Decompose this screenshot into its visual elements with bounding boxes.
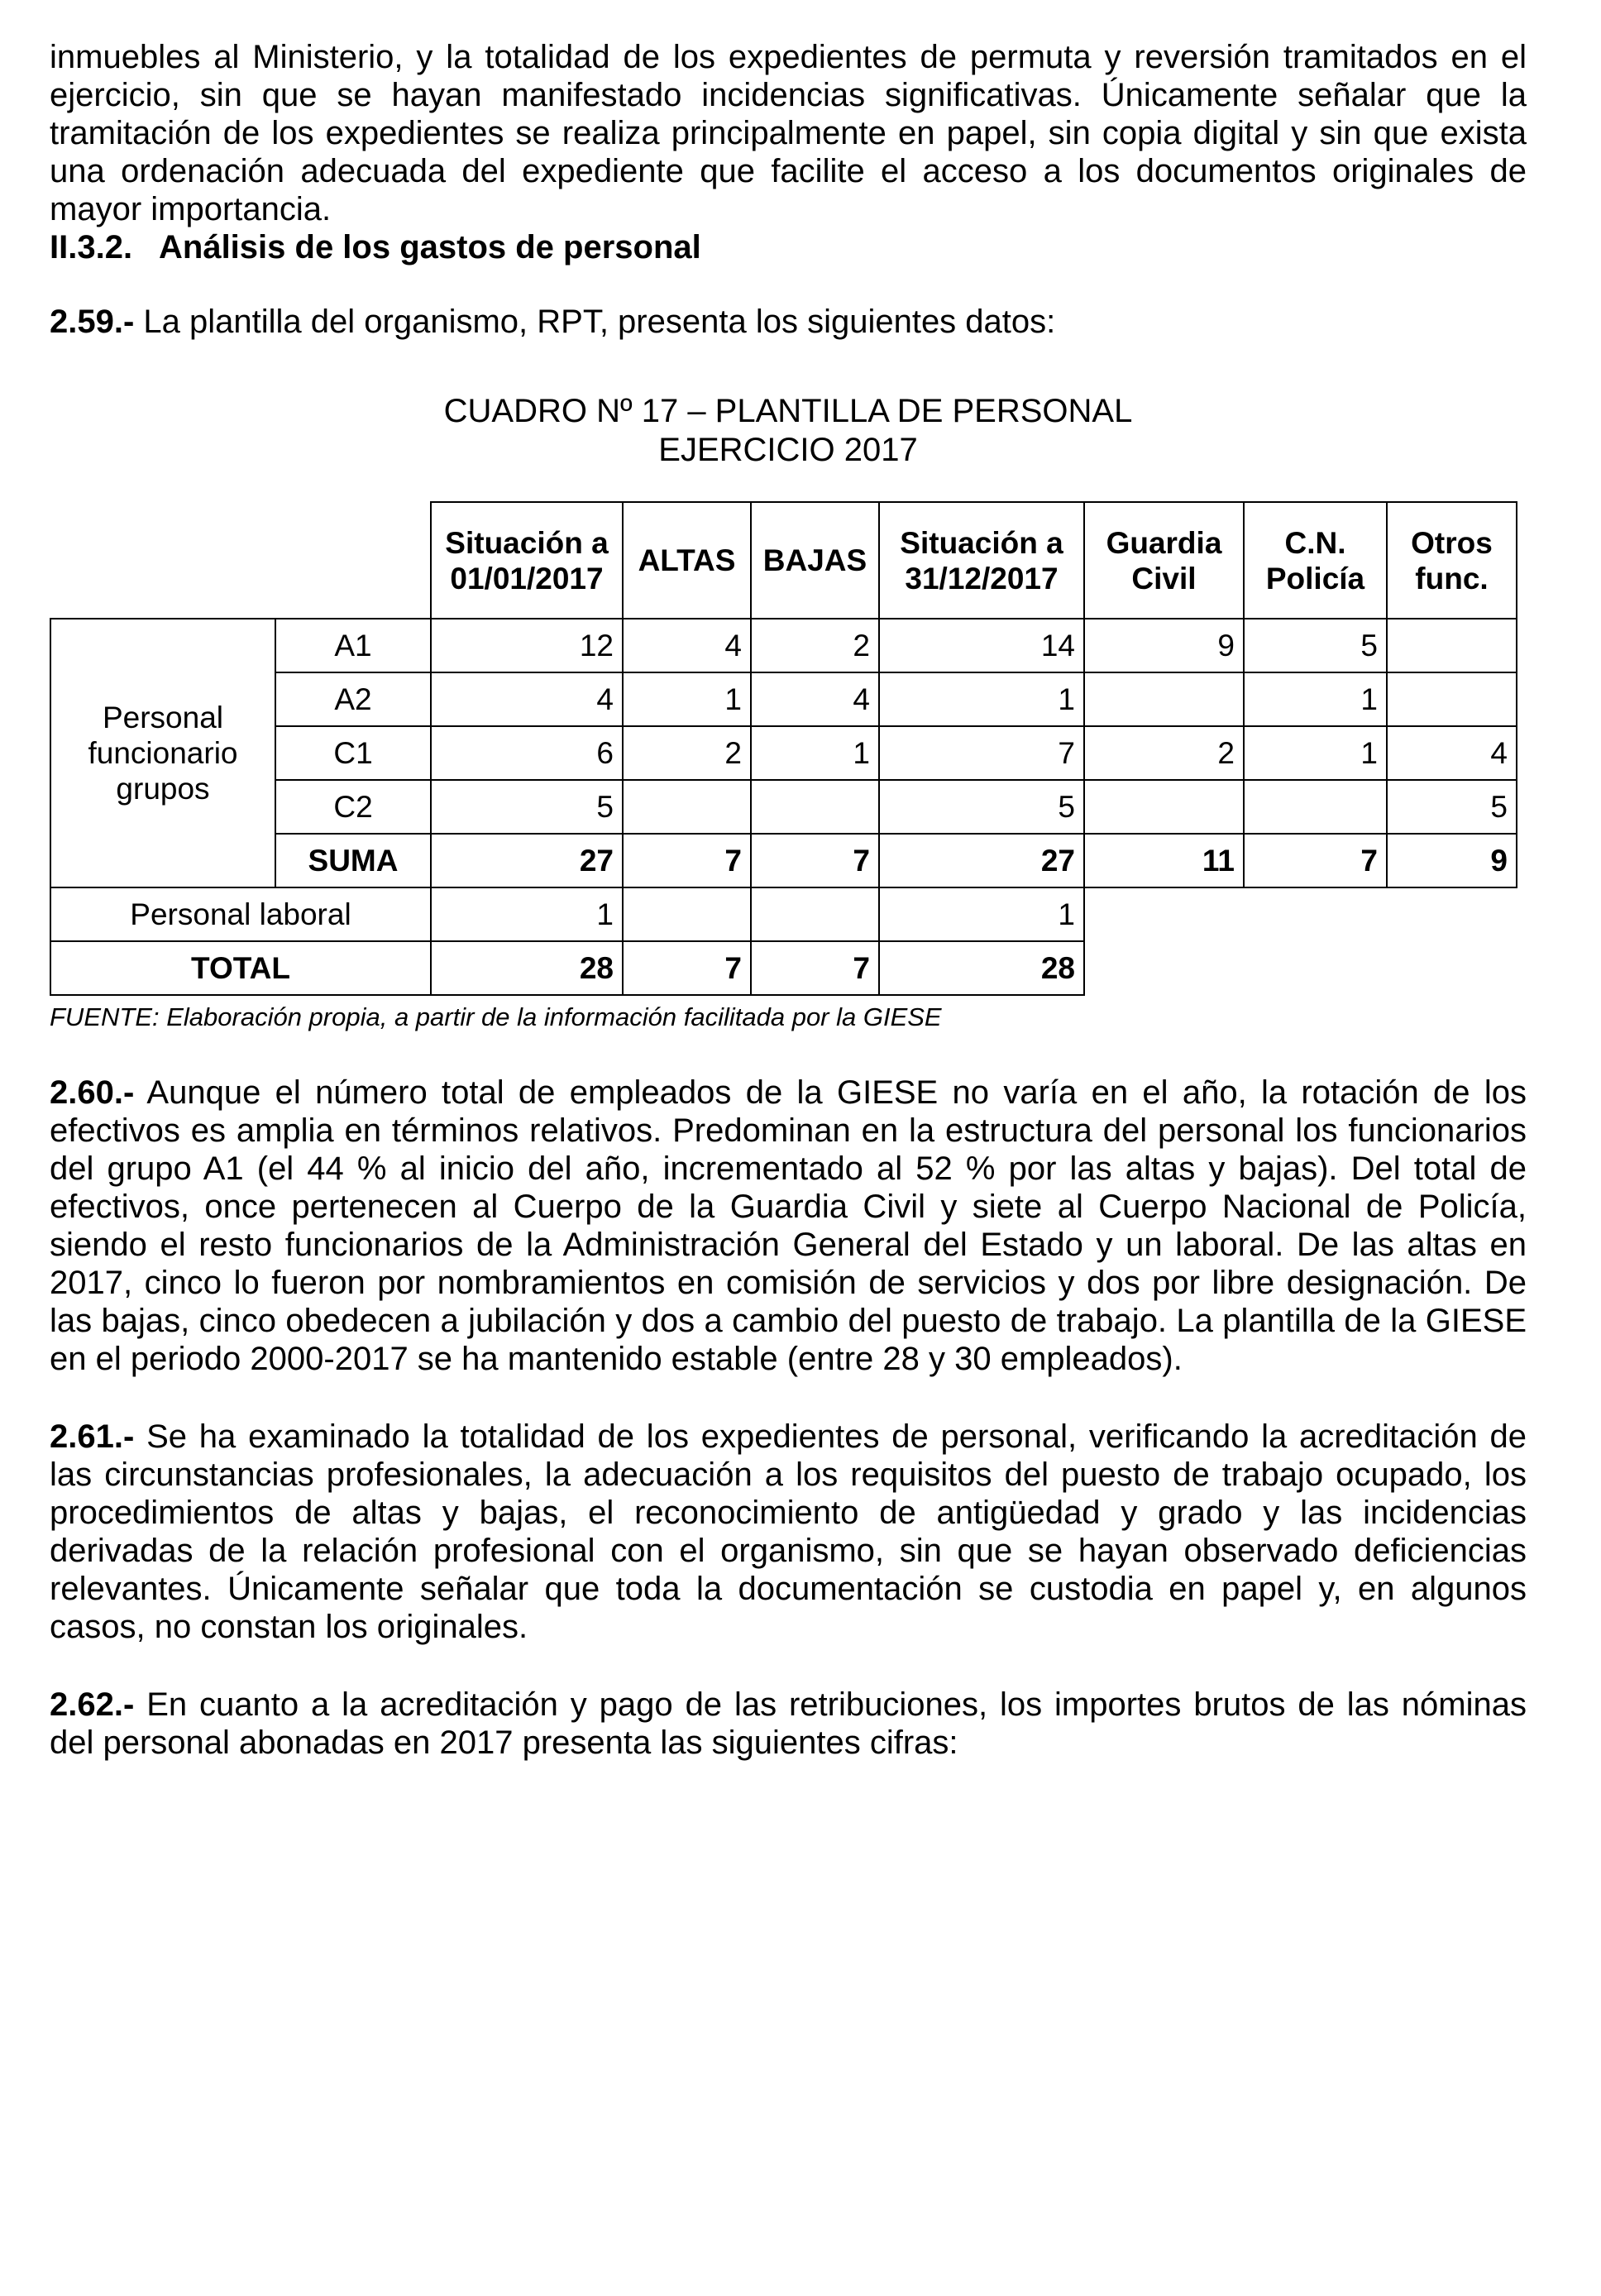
row-label: C1: [275, 726, 431, 780]
cell-otros-func: 4: [1387, 726, 1517, 780]
paragraph-2-62: [50, 1686, 1527, 1762]
staff-table: [50, 501, 1517, 996]
paragraph-text: En cuanto a la acreditación y pago de las retribuciones, los importes brutos de las nóminas del personal abonadas en 2017 presenta las siguientes cifras:: [50, 1686, 1527, 1761]
cell-altas: 2: [623, 726, 751, 780]
row-label: SUMA: [275, 834, 431, 887]
cell-situacion-final: 27: [879, 834, 1084, 887]
cell-guardia-civil: 9: [1084, 619, 1244, 672]
header-guardia-civil: Guardia Civil: [1084, 502, 1244, 619]
header-altas: ALTAS: [623, 502, 751, 619]
cell-bajas: [751, 780, 879, 834]
cell-bajas: 1: [751, 726, 879, 780]
paragraph-number: 2.62.-: [50, 1686, 135, 1723]
table-row-total: [50, 941, 1517, 995]
cell-situacion-inicial: 1: [431, 887, 623, 941]
cell-bajas: 7: [751, 941, 879, 995]
header-blank: [50, 502, 275, 619]
cell-situacion-inicial: 28: [431, 941, 623, 995]
cell-situacion-final: 28: [879, 941, 1084, 995]
section-title: Análisis de los gastos de personal: [159, 229, 701, 265]
cell-bajas: [751, 887, 879, 941]
cell-situacion-inicial: 6: [431, 726, 623, 780]
cell-situacion-inicial: 4: [431, 672, 623, 726]
cell-guardia-civil: 2: [1084, 726, 1244, 780]
table-header-row: [50, 502, 1517, 619]
cell-cn-policia: 1: [1244, 726, 1387, 780]
table-row-a1: [50, 619, 1517, 672]
header-situacion-final: Situación a 31/12/2017: [879, 502, 1084, 619]
cell-situacion-final: 1: [879, 887, 1084, 941]
cell-altas: [623, 887, 751, 941]
section-number: II.3.2.: [50, 229, 133, 265]
cell-altas: 4: [623, 619, 751, 672]
paragraph-2-61: [50, 1418, 1527, 1646]
cell-cn-policia: 5: [1244, 619, 1387, 672]
paragraph-text: La plantilla del organismo, RPT, presenta los siguientes datos:: [134, 304, 1056, 340]
row-label: A2: [275, 672, 431, 726]
cell-bajas: 4: [751, 672, 879, 726]
paragraph-number: 2.60.-: [50, 1074, 135, 1111]
cell-altas: 1: [623, 672, 751, 726]
cell-situacion-inicial: 27: [431, 834, 623, 887]
cell-otros-func: [1387, 672, 1517, 726]
cell-bajas: 2: [751, 619, 879, 672]
row-label: Personal laboral: [50, 887, 431, 941]
cell-cn-policia: [1244, 780, 1387, 834]
cell-situacion-final: 1: [879, 672, 1084, 726]
header-situacion-inicial: Situación a 01/01/2017: [431, 502, 623, 619]
cell-altas: 7: [623, 834, 751, 887]
document-page: [50, 38, 1527, 1762]
cell-situacion-inicial: 12: [431, 619, 623, 672]
table-row-laboral: [50, 887, 1517, 941]
table-title-line-2: EJERCICIO 2017: [658, 432, 918, 468]
paragraph-number: 2.61.-: [50, 1418, 135, 1455]
paragraph-text: Aunque el número total de empleados de la GIESE no varía en el año, la rotación de los efectivos es amplia en términos relativos. Predominan en la estructura del personal los funcionarios del grupo A1 (el 44 % al inicio del año, incrementado al 52 % por las altas y bajas). Del total de efectivos, once pertenecen al Cuerpo de la Guardia Civil y siete al Cuerpo Nacional de Policía, siendo el resto funcionarios de la Administración General del Estado y un laboral. De las altas en 2017, cinco lo fueron por nombramientos en comisión de servicios y dos por libre designación. De las bajas, cinco obedecen a jubilación y dos a cambio del puesto de trabajo. La plantilla de la GIESE en el periodo 2000-2017 se ha mantenido estable (entre 28 y 30 empleados).: [50, 1074, 1527, 1377]
header-blank: [275, 502, 431, 619]
cell-otros-func: 9: [1387, 834, 1517, 887]
intro-paragraph: inmuebles al Ministerio, y la totalidad de los expedientes de permuta y reversión tramitados en el ejercicio, sin que se hayan manifestado incidencias significativas. Únicamente señalar que la tramitación de los expedientes se realiza principalmente en papel, sin copia digital y sin que exista una ordenación adecuada del expediente que facilite el acceso a los documentos originales de mayor importancia.: [50, 39, 1527, 227]
row-label: A1: [275, 619, 431, 672]
cell-altas: 7: [623, 941, 751, 995]
cell-otros-func: [1387, 619, 1517, 672]
cell-guardia-civil: [1084, 672, 1244, 726]
header-otros-func: Otros func.: [1387, 502, 1517, 619]
cell-guardia-civil: 11: [1084, 834, 1244, 887]
cell-situacion-final: 14: [879, 619, 1084, 672]
table-source-note: FUENTE: Elaboración propia, a partir de la información facilitada por la GIESE: [50, 1002, 942, 1031]
paragraph-text: Se ha examinado la totalidad de los expedientes de personal, verificando la acreditación de las circunstancias profesionales, la adecuación a los requisitos del puesto de trabajo ocupado, los procedimientos de altas y bajas, el reconocimiento de antigüedad y grado y las incidencias derivadas de la relación profesional con el organismo, sin que se hayan observado deficiencias relevantes. Únicamente señalar que toda la documentación se custodia en papel y, en algunos casos, no constan los originales.: [50, 1418, 1527, 1645]
row-label: TOTAL: [50, 941, 431, 995]
cell-otros-func: 5: [1387, 780, 1517, 834]
group-label-funcionario: Personal funcionario grupos: [50, 619, 275, 887]
header-cn-policia: C.N. Policía: [1244, 502, 1387, 619]
cell-situacion-final: 7: [879, 726, 1084, 780]
cell-guardia-civil: [1084, 780, 1244, 834]
paragraph-number: 2.59.-: [50, 304, 135, 340]
cell-bajas: 7: [751, 834, 879, 887]
cell-altas: [623, 780, 751, 834]
paragraph-2-59: [50, 303, 1527, 341]
paragraph-2-60: [50, 1074, 1527, 1378]
table-title-line-1: CUADRO Nº 17 – PLANTILLA DE PERSONAL: [443, 393, 1133, 429]
cell-cn-policia: 7: [1244, 834, 1387, 887]
table-title: [50, 392, 1527, 470]
cell-situacion-final: 5: [879, 780, 1084, 834]
cell-cn-policia: 1: [1244, 672, 1387, 726]
row-label: C2: [275, 780, 431, 834]
header-bajas: BAJAS: [751, 502, 879, 619]
section-heading: [50, 228, 1527, 266]
cell-situacion-inicial: 5: [431, 780, 623, 834]
